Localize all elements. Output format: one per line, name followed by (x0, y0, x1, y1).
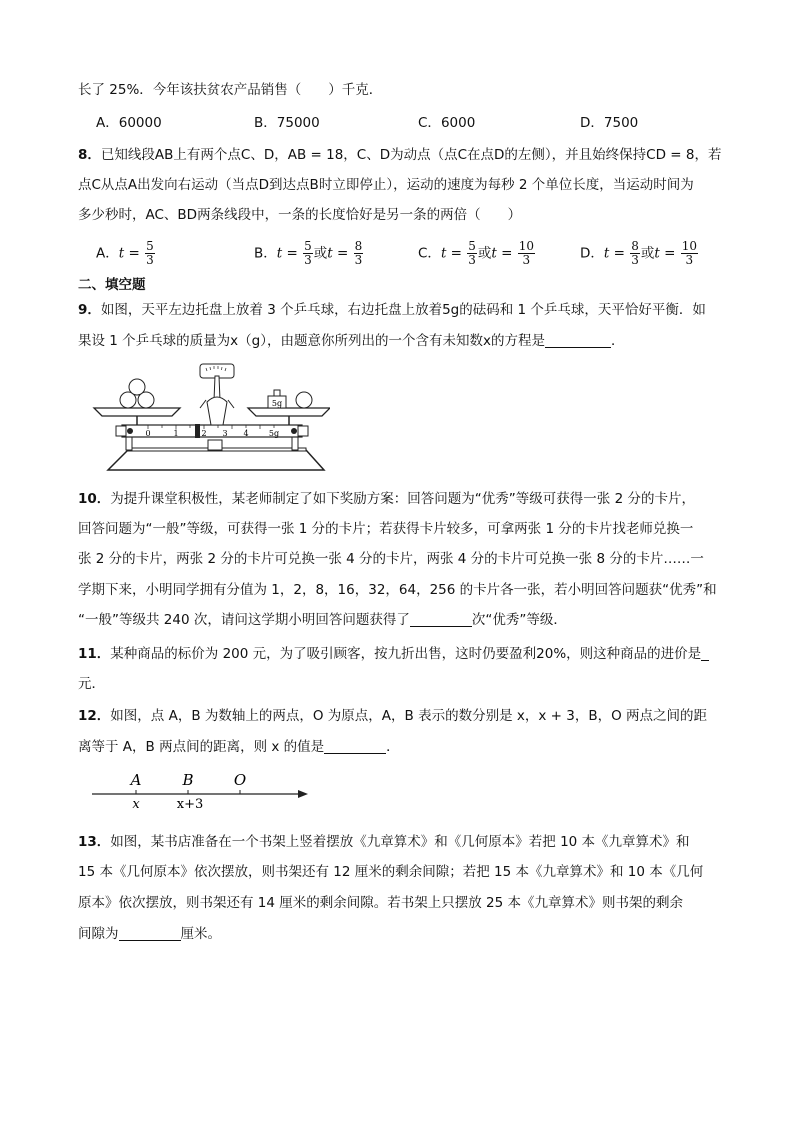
number-line-figure (88, 768, 316, 812)
right-knob-dot (291, 428, 297, 434)
ruler-tick-2: 2 (201, 429, 207, 438)
q10-line-5: “一般”等级共 240 次，请问这学期小明回答问题获得了 次“优秀”等级． (78, 612, 567, 628)
scale-center-post (208, 440, 222, 450)
point-label-o: O (233, 771, 247, 789)
point-value-a: x (132, 797, 140, 812)
q10-answer-blank[interactable] (410, 612, 472, 627)
balance-scale-figure (92, 362, 330, 474)
q9-answer-blank[interactable] (545, 333, 611, 348)
scale-pillar (207, 397, 227, 425)
q9-line-1: 9．如图，天平左边托盘上放着 3 个乒乓球，右边托盘上放着5g的砝码和 1 个乒乓球，天平恰好平衡．如 (78, 302, 706, 318)
q7-text: 长了 25%．今年该扶贫农产品销售（ ）千克． (78, 82, 383, 98)
ruler-slider (195, 424, 200, 438)
point-value-b: x+3 (176, 797, 204, 812)
q12-answer-blank[interactable] (324, 739, 386, 754)
q13-line-3: 原本》依次摆放，则书架还有 14 厘米的剩余间隙。若书架上只摆放 25 本《九章算术》则书架的剩余 (78, 895, 684, 911)
q9-line-2: 果设 1 个乒乓球的质量为x（g），由题意你所列出的一个含有未知数x的方程是 ． (78, 333, 625, 349)
q8-line-2: 点C从点A出发向右运动（当点D到达点B时立即停止），运动的速度为每秒 2 个单位长度，当运动时间为 (78, 177, 694, 193)
ruler-tick-4: 4 (243, 429, 249, 438)
q8-option-a: A．t = $\frac{5}{3}$ (96, 239, 154, 267)
ruler-tick-5: 5g (268, 429, 280, 438)
q7-option-a: A．60000 (96, 115, 162, 131)
section-title: 二、填空题 (78, 277, 146, 293)
q10-line-4: 学期下来，小明同学拥有分值为 1，2，8，16，32，64，256 的卡片各一张，若小明回答问题获“优秀”和 (78, 582, 717, 598)
q13-answer-blank[interactable] (119, 926, 181, 941)
q13-number: 13． (78, 834, 111, 850)
point-label-a: A (130, 771, 142, 789)
q8-options (96, 238, 736, 270)
q12-line-1: 12．如图，点 A，B 为数轴上的两点，O 为原点，A，B 表示的数分别是 x，x + 3，B，O 两点之间的距 (78, 708, 708, 724)
ping-pong-ball (296, 392, 312, 408)
ping-pong-ball (129, 379, 145, 395)
q8-line-1: 8．已知线段AB上有两个点C、D，AB = 18，C、D为动点（点C在点D的左侧），并且始终保持CD = 8，若 (78, 147, 722, 163)
right-pan (248, 408, 330, 416)
weight-label: 5g (271, 399, 283, 408)
q8-line-3: 多少秒时，AC、BD两条线段中，一条的长度恰好是另一条的两倍（ ） (78, 207, 522, 223)
q8-option-c: C．t = $\frac{5}{3}$ 或t = $\frac{10}{3}$ (418, 239, 535, 267)
ruler-tick-3: 3 (222, 429, 228, 438)
q12-number: 12． (78, 708, 111, 724)
point-label-b: B (182, 771, 194, 789)
q8-option-d: D．t = $\frac{8}{3}$ 或t = $\frac{10}{3}$ (580, 239, 697, 267)
q7-option-c: C．6000 (418, 115, 476, 131)
q8-option-b: B．t = $\frac{5}{3}$ 或t = $\frac{8}{3}$ (254, 239, 363, 267)
q8-number: 8． (78, 147, 101, 163)
q7-options (96, 113, 736, 135)
q10-line-3: 张 2 分的卡片，两张 2 分的卡片可兑换一张 4 分的卡片，两张 4 分的卡片可兑换一张 8 分的卡片……一 (78, 551, 704, 567)
ruler-tick-1: 1 (173, 429, 179, 438)
q9-number: 9． (78, 302, 101, 318)
number-line-arrow (298, 790, 308, 798)
q10-line-2: 回答问题为“一般”等级，可获得一张 1 分的卡片；若获得卡片较多，可拿两张 1 分的卡片找老师兑换一 (78, 521, 694, 537)
left-pan (94, 408, 180, 416)
q10-line-1: 10．为提升课堂积极性，某老师制定了如下奖励方案：回答问题为“优秀”等级可获得一张 2 分的卡片， (78, 491, 695, 507)
scale-base (108, 450, 324, 470)
q12-line-2: 离等于 A，B 两点间的距离，则 x 的值是 ． (78, 739, 400, 755)
q11-answer-blank[interactable] (701, 646, 709, 661)
weight-handle (274, 390, 280, 396)
q7-option-b: B．75000 (254, 115, 320, 131)
q13-line-1: 13．如图，某书店准备在一个书架上竖着摆放《九章算术》和《几何原本》若把 10 本《九章算术》和 (78, 834, 690, 850)
q13-line-2: 15 本《几何原本》依次摆放，则书架还有 12 厘米的剩余间隙；若把 15 本《九章算术》和 10 本《几何 (78, 864, 704, 880)
q7-option-d: D．7500 (580, 115, 639, 131)
q11-line-2: 元． (78, 676, 105, 692)
q13-line-4: 间隙为 厘米。 (78, 926, 221, 942)
q11-number: 11． (78, 646, 111, 662)
q10-number: 10． (78, 491, 111, 507)
left-knob (116, 426, 126, 436)
right-knob (298, 426, 308, 436)
left-knob-dot (127, 428, 133, 434)
q11-line-1: 11．某种商品的标价为 200 元，为了吸引顾客，按九折出售，这时仍要盈利20%，则这种商品的进价是 (78, 644, 709, 664)
ruler-tick-0: 0 (145, 429, 151, 438)
